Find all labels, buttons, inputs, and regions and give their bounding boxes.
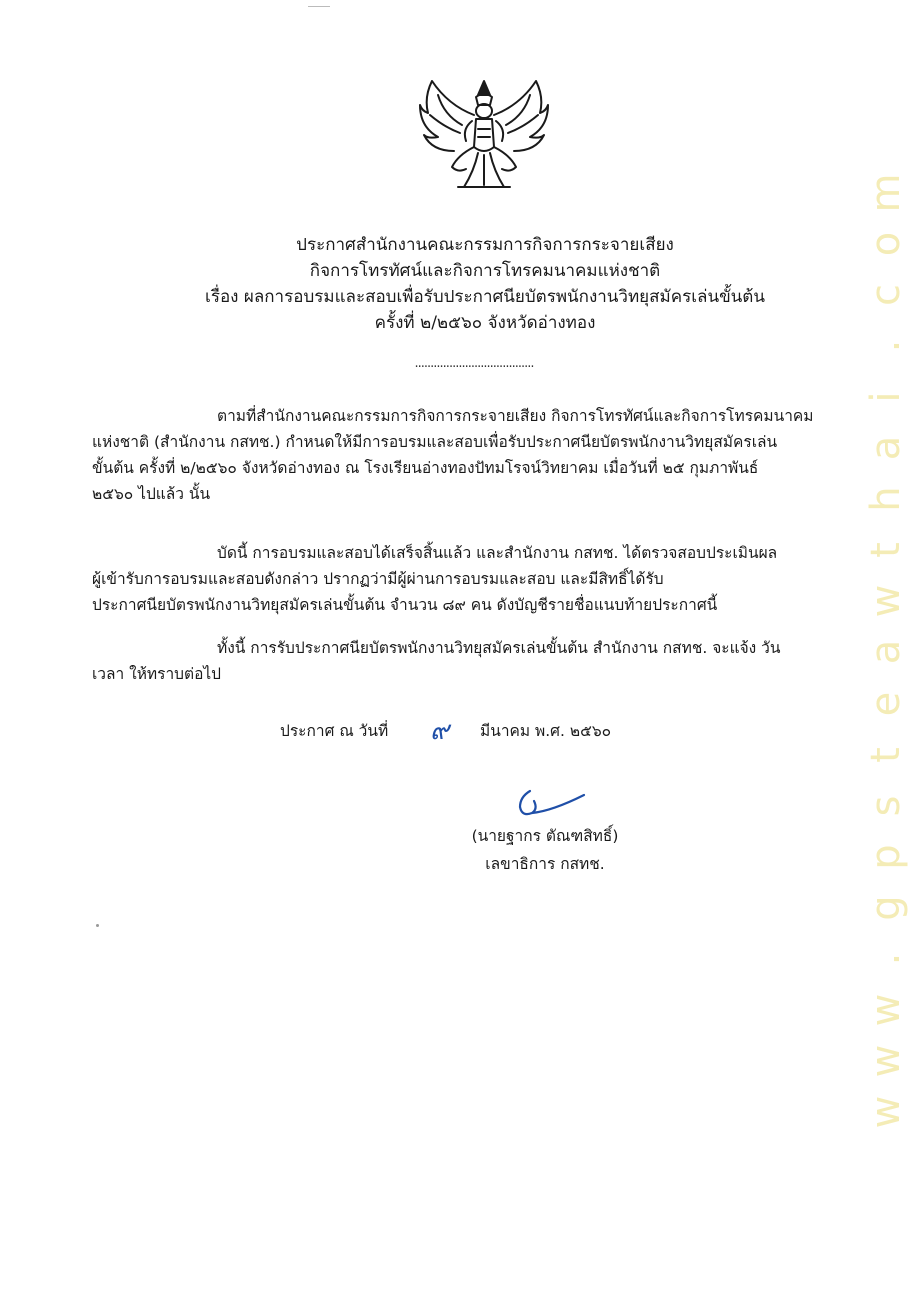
watermark-char: p [863,843,909,870]
watermark-char: t [863,746,909,763]
watermark-char: t [863,542,909,559]
watermark-char: w [863,1044,909,1078]
scan-artifact [308,6,330,7]
watermark-char: a [863,436,909,461]
paragraph-3-line-1: ทั้งนี้ การรับประกาศนียบัตรพนักงานวิทยุสมัครเล่นขั้นต้น สำนักงาน กสทช. จะแจ้ง วัน [217,639,781,657]
watermark-char: w [863,585,909,618]
watermark-char: a [863,640,909,665]
announcement-date [280,714,640,746]
paragraph-2-line-2: ผู้เข้ารับการอบรมและสอบดังกล่าว ปรากฏว่ามีผู้ผ่านการอบรมและสอบ และมีสิทธิ์ได้รับ [92,570,664,588]
watermark-char: w [863,993,909,1027]
watermark-char: o [863,231,909,257]
paragraph-3 [92,635,837,687]
watermark-char: s [863,795,909,817]
title-line-4: ครั้งที่ ๒/๒๕๖๐ จังหวัดอ่างทอง [374,313,596,333]
watermark-char: . [863,339,909,353]
paragraph-2-line-1: บัดนี้ การอบรมและสอบได้เสร็จสิ้นแล้ว และสำนักงาน กสทช. ได้ตรวจสอบประเมินผล [217,544,778,562]
watermark-char: w [863,1095,909,1129]
signatory-name: (นายฐากร ตัณฑสิทธิ์) [471,827,619,845]
signatory-position: เลขาธิการ กสทช. [485,855,605,873]
paragraph-1-line-3: ขั้นต้น ครั้งที่ ๒/๒๕๖๐ จังหวัดอ่างทอง ณ โรงเรียนอ่างทองปัทมโรจน์วิทยาคม เมื่อวันที่ ๒๕ กุมภาพันธ์ [92,459,759,477]
title-line-1: ประกาศสำนักงานคณะกรรมการกิจการกระจายเสียง [296,235,674,255]
paragraph-1-line-4: ๒๕๖๐ ไปแล้ว นั้น [92,485,211,503]
paragraph-3-line-2: เวลา ให้ทราบต่อไป [92,665,222,683]
watermark-char: g [863,895,909,921]
scan-speck [96,924,99,927]
watermark-char: i [863,391,909,403]
title-line-3: เรื่อง ผลการอบรมและสอบเพื่อรับประกาศนียบัตรพนักงานวิทยุสมัครเล่นขั้นต้น [205,287,765,307]
signature-mark [512,785,588,825]
announcement-title [120,232,850,336]
watermark-char: e [863,691,909,716]
watermark-char: c [863,284,909,307]
paragraph-1-line-1: ตามที่สำนักงานคณะกรรมการกิจการกระจายเสียง กิจการโทรทัศน์และกิจการโทรคมนาคม [217,407,814,425]
garuda-emblem-icon [418,75,550,193]
title-separator: ...................................... [414,356,534,371]
paragraph-1-line-2: แห่งชาติ (สำนักงาน กสทช.) กำหนดให้มีการอบรมและสอบเพื่อรับประกาศนียบัตรพนักงานวิทยุสมัครเล่น [92,433,778,451]
paragraph-2 [92,540,837,618]
watermark-char: m [863,173,909,213]
watermark [863,170,909,1170]
handwritten-day: ๙ [430,716,450,746]
paragraph-1 [92,403,837,507]
paragraph-2-line-3: ประกาศนียบัตรพนักงานวิทยุสมัครเล่นขั้นต้น จำนวน ๘๙ คน ดังบัญชีรายชื่อแนบท้ายประกาศนี้ [92,596,718,614]
watermark-char: h [863,486,909,512]
announcement-prefix: ประกาศ ณ วันที่ [280,722,389,740]
announcement-month-year: มีนาคม พ.ศ. ๒๕๖๐ [480,722,612,740]
watermark-char: . [863,952,909,966]
signatory-block [440,822,650,878]
title-line-2: กิจการโทรทัศน์และกิจการโทรคมนาคมแห่งชาติ [309,261,661,281]
